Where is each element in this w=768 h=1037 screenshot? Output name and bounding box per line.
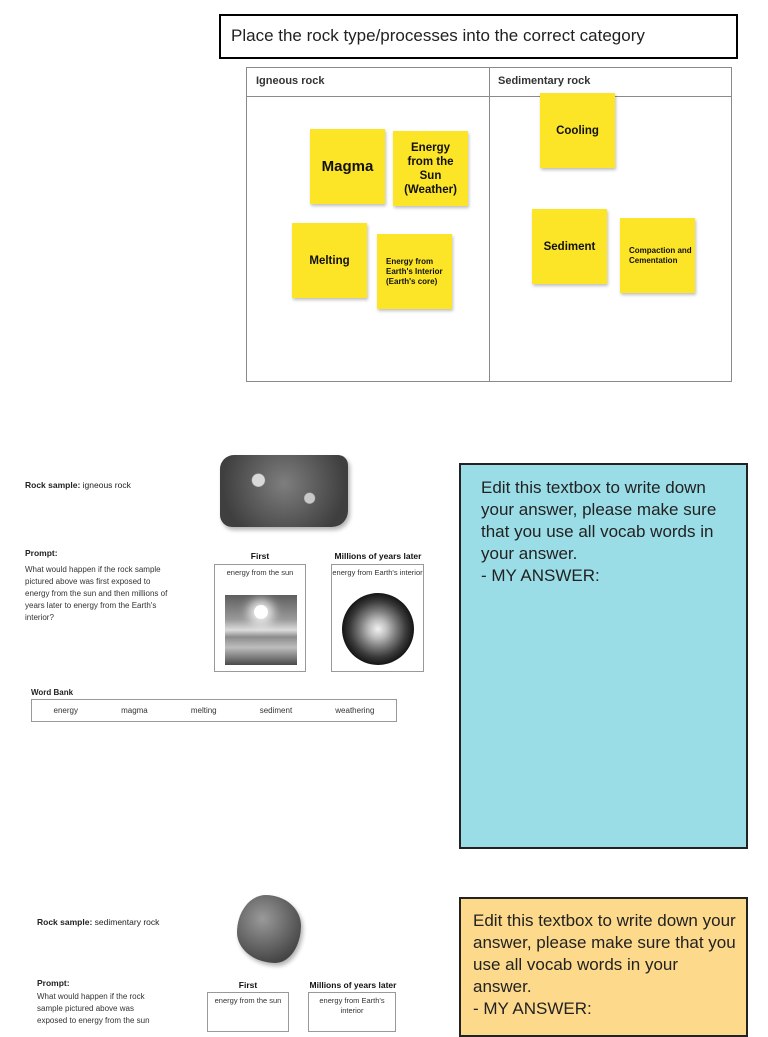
word-sediment: sediment [259,706,293,715]
sticky-energy-interior[interactable]: Energy from Earth's Interior (Earth's core) [377,234,452,309]
word-bank [31,699,397,722]
later-heading: Millions of years later [334,551,422,561]
word-magma: magma [121,706,148,715]
panel-earth-caption-2: energy from Earth's interior [319,996,385,1015]
prompt-label: Prompt: [25,548,58,558]
prompt-label-2: Prompt: [37,978,70,988]
answer-textbox-2[interactable]: Edit this textbox to write down your answer, please make sure that you use all vocab words in your answer. - MY ANSWER: [459,897,748,1037]
rock-sample-line [25,479,131,491]
sun-icon [254,605,268,619]
activity-title: Place the rock type/processes into the correct category [219,14,738,59]
panel-sun-caption-2: energy from the sun [214,996,282,1005]
sticky-melting[interactable]: Melting [292,223,367,298]
sticky-compaction[interactable]: Compaction and Cementation [620,218,695,293]
rock-sample-line-2 [37,916,159,928]
panel-earth-caption: energy from Earth's interior [332,568,423,577]
panel-sun-2 [207,992,289,1032]
sticky-sediment[interactable]: Sediment [532,209,607,284]
word-energy: energy [53,706,78,715]
sun-image [225,595,297,665]
prompt-text: What would happen if the rock sample pictured above was first exposed to energy from the sun and then millions of years later to energy from the Earth's interior? [25,565,168,622]
rock-sample-label: Rock sample: [25,480,81,490]
answer-textbox-1[interactable]: Edit this textbox to write down your answer, please make sure that you use all vocab words in your answer. - MY ANSWER: [459,463,748,849]
rock-sample-label-2: Rock sample: [37,917,93,927]
panel-sun [214,564,306,672]
word-weathering: weathering [335,706,375,715]
panel-earth-2 [308,992,396,1032]
column-divider [489,68,490,381]
rock-sample-value-2: sedimentary rock [94,917,160,927]
first-heading: First [250,551,270,561]
panel-earth [331,564,424,672]
word-bank-label: Word Bank [31,688,74,697]
column-igneous-header: Igneous rock [256,75,325,87]
later-heading-2: Millions of years later [309,980,397,990]
first-heading-2: First [238,980,258,990]
sticky-cooling[interactable]: Cooling [540,93,615,168]
panel-sun-caption: energy from the sun [226,568,294,577]
igneous-rock-image [220,455,348,527]
rock-sample-value: igneous rock [82,480,131,490]
sticky-magma[interactable]: Magma [310,129,385,204]
word-melting: melting [190,706,217,715]
column-sedimentary-header: Sedimentary rock [498,75,591,87]
earth-interior-image [342,593,414,665]
sticky-energy-sun[interactable]: Energy from the Sun (Weather) [393,131,468,206]
sedimentary-rock-image [237,895,301,963]
prompt-text-2: What would happen if the rock sample pictured above was exposed to energy from the sun [37,992,150,1025]
